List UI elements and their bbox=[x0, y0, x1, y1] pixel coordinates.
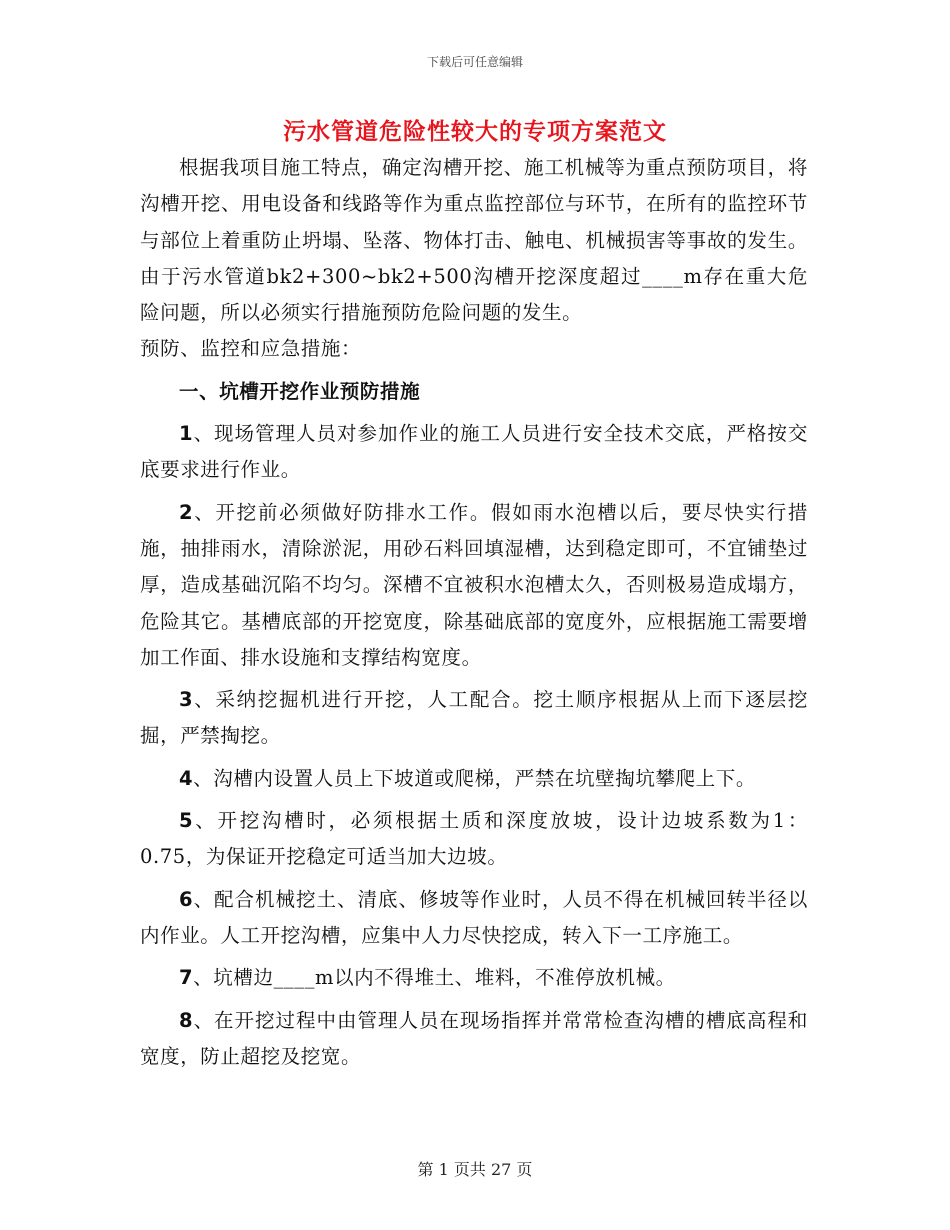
header-note: 下载后可任意编辑 bbox=[426, 55, 523, 69]
item-number: 3 bbox=[179, 688, 194, 712]
page-number: 第 1 页共 27 页 bbox=[417, 1160, 533, 1179]
item-text: 、沟槽内设置人员上下坡道或爬梯，严禁在坑壁掏坑攀爬上下。 bbox=[193, 766, 756, 790]
list-item bbox=[140, 1003, 808, 1076]
intro-paragraph: 根据我项目施工特点，确定沟槽开挖、施工机械等为重点预防项目，将沟槽开挖、用电设备和线路等作为重点监控部位与环节，在所有的监控环节与部位上着重防止坍塌、坠落、物体打击、触电、机械损害等事故的发生。由于污水管道bk2+300~bk2+500沟槽开挖深度超过____m存在重大危险问题，所以必须实行措施预防危险问题的发生。 bbox=[140, 156, 808, 325]
list-item bbox=[140, 495, 808, 676]
item-text: 、开挖沟槽时，必须根据土质和深度放坡，设计边坡系数为1：0.75，为保证开挖稳定可适当加大边坡。 bbox=[140, 809, 808, 869]
item-number: 4 bbox=[179, 766, 194, 790]
item-number: 6 bbox=[179, 887, 194, 911]
list-item bbox=[140, 416, 808, 489]
list-item bbox=[140, 682, 808, 755]
item-text: 、配合机械挖土、清底、修坡等作业时，人员不得在机械回转半径以内作业。人工开挖沟槽，应集中人力尽快挖成，转入下一工序施工。 bbox=[140, 887, 808, 947]
list-item bbox=[140, 960, 808, 996]
item-number: 2 bbox=[179, 500, 194, 524]
list-item bbox=[140, 882, 808, 955]
item-number: 7 bbox=[179, 966, 194, 990]
item-number: 8 bbox=[179, 1008, 194, 1032]
intro-subline: 预防、监控和应急措施： bbox=[140, 337, 362, 361]
item-text: 、现场管理人员对参加作业的施工人员进行安全技术交底，严格按交底要求进行作业。 bbox=[140, 422, 808, 482]
list-item bbox=[140, 803, 808, 876]
item-text: 、在开挖过程中由管理人员在现场指挥并常常检查沟槽的槽底高程和宽度，防止超挖及挖宽。 bbox=[140, 1008, 808, 1068]
item-number: 1 bbox=[179, 422, 194, 446]
document-title: 污水管道危险性较大的专项方案范文 bbox=[283, 119, 667, 145]
item-text: 、坑槽边____m以内不得堆土、堆料，不准停放机械。 bbox=[193, 966, 676, 990]
item-number: 5 bbox=[179, 809, 194, 833]
item-text: 、采纳挖掘机进行开挖，人工配合。挖土顺序根据从上而下逐层挖掘，严禁掏挖。 bbox=[140, 688, 808, 748]
section-heading: 一、坑槽开挖作业预防措施 bbox=[179, 379, 421, 403]
item-text: 、开挖前必须做好防排水工作。假如雨水泡槽以后，要尽快实行措施，抽排雨水，清除淤泥，用砂石料回填湿槽，达到稳定即可，不宜铺垫过厚，造成基础沉陷不均匀。深槽不宜被积水泡槽太久，否则极易造成塌方，危险其它。基槽底部的开挖宽度，除基础底部的宽度外，应根据施工需要增加工作面、排水设施和支撑结构宽度。 bbox=[140, 500, 808, 669]
document-body bbox=[140, 150, 808, 1075]
list-item bbox=[140, 761, 808, 797]
